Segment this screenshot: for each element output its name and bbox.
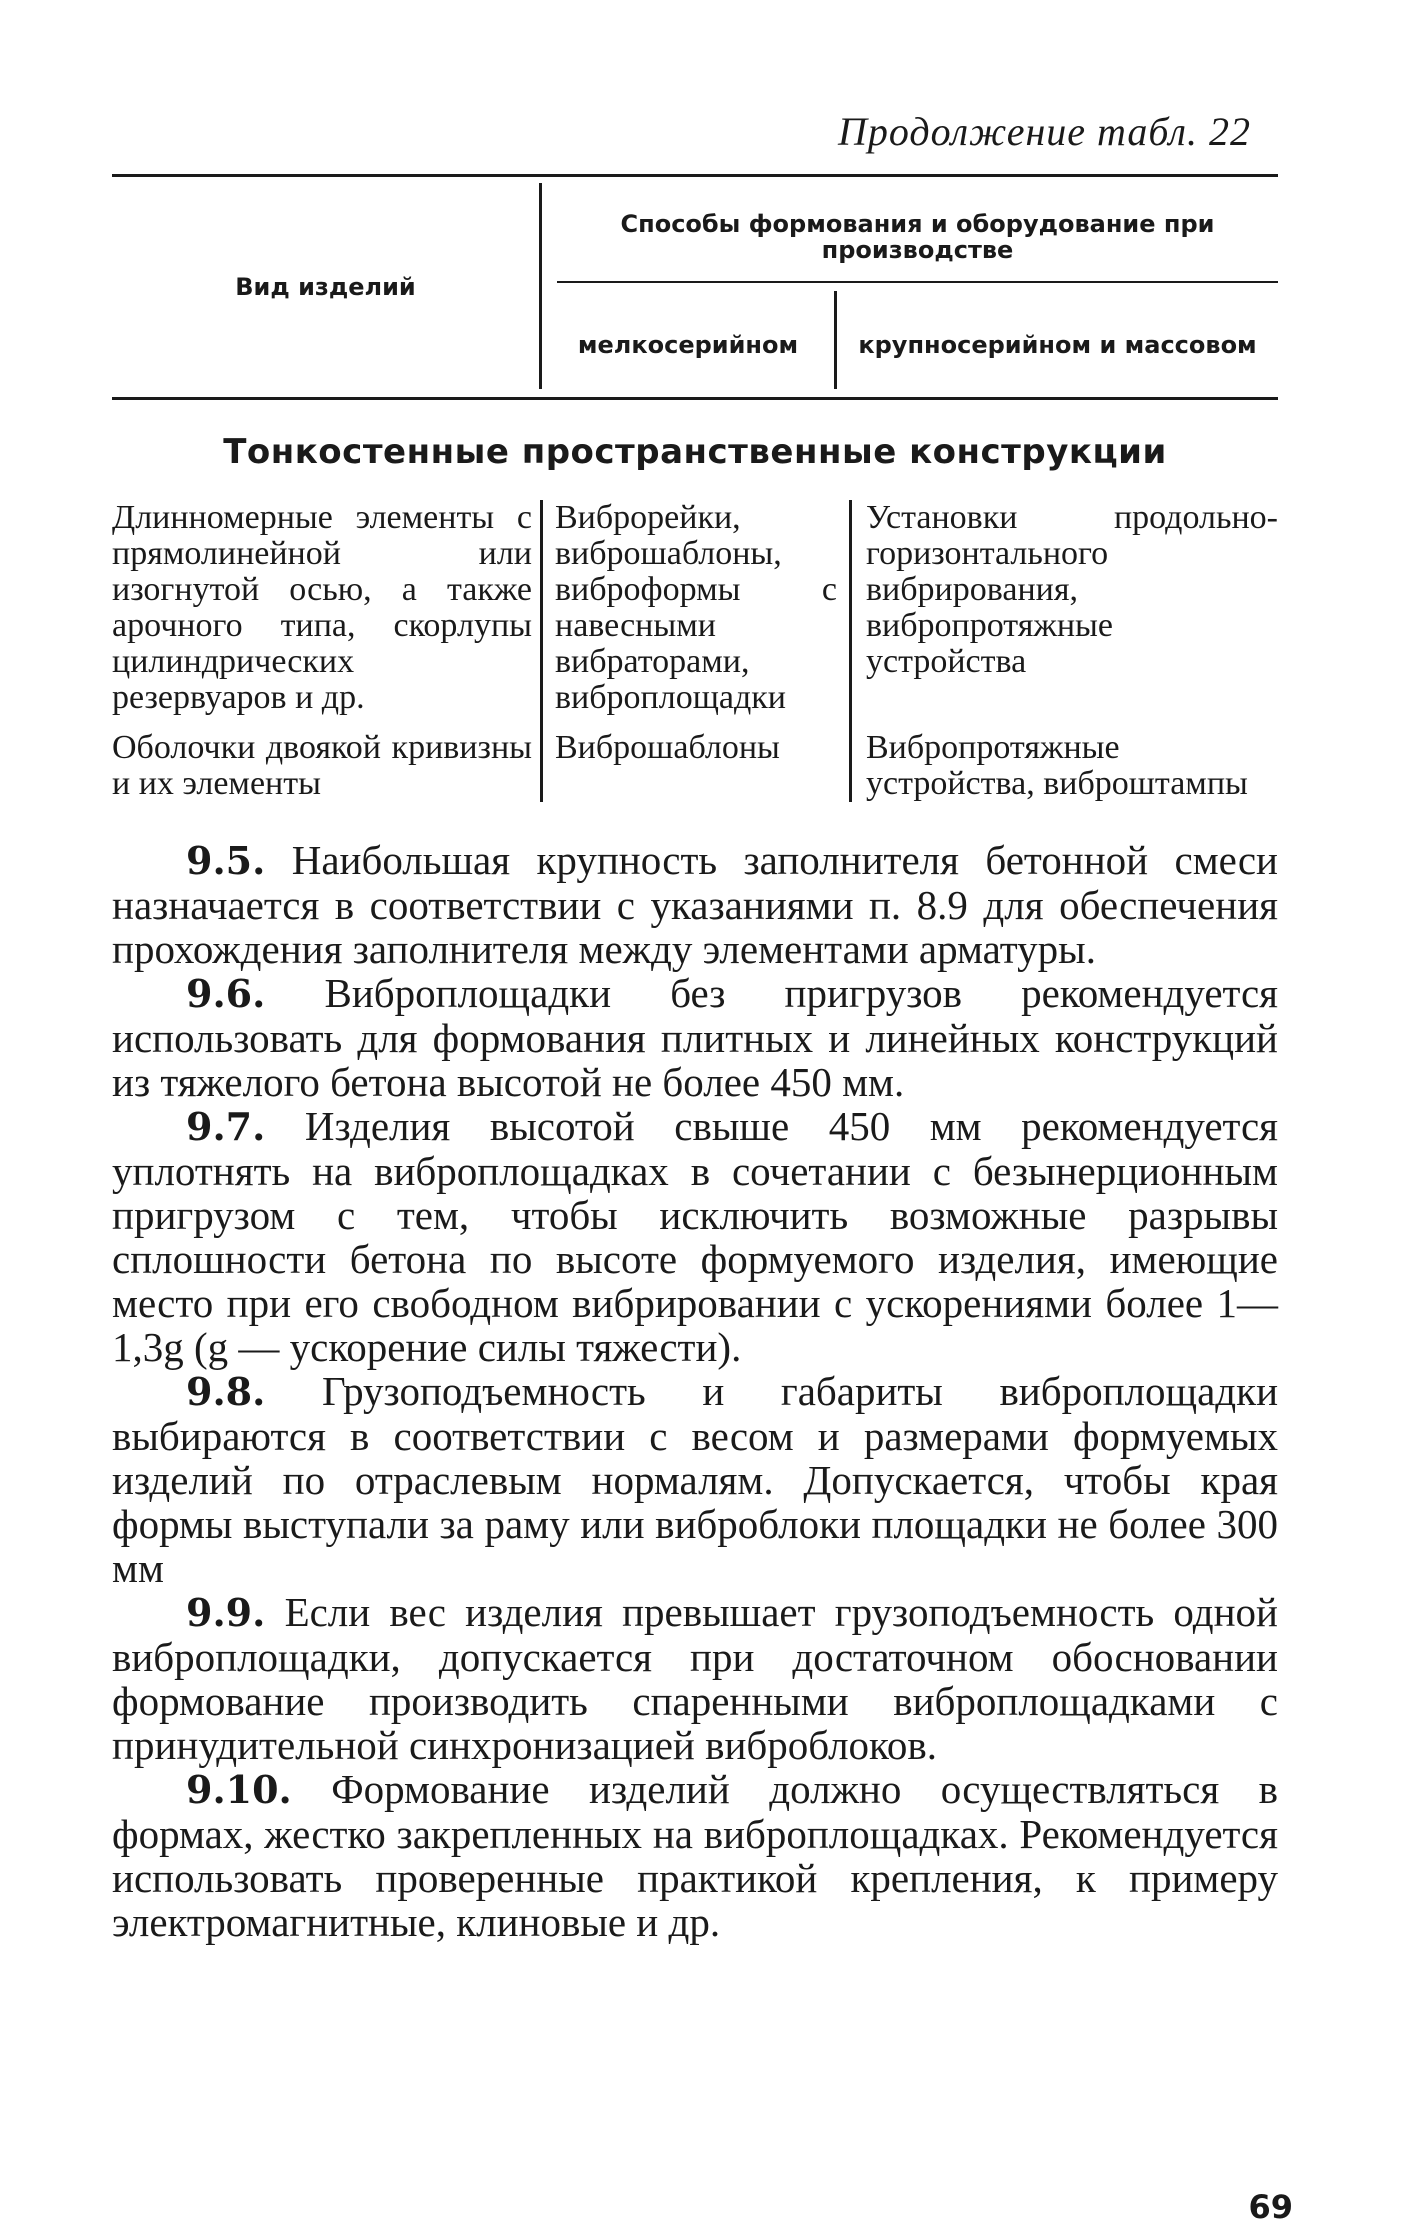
- header-product-type: Вид изделий: [235, 273, 416, 301]
- paragraph: [112, 971, 1278, 1104]
- paragraph-text: Формование изделий должно осуществляться в формах, жестко закрепленных на виброплощадках. Рекомендуется использовать проверенные практикой крепления, к примеру электромагнитные, клиновые и др.: [112, 1766, 1278, 1945]
- paragraph-text: Если вес изделия превышает грузоподъемность одной виброплощадки, допускается при достаточном обосновании формование производить спаренными виброплощадками с принудительной синхронизацией виброблоков.: [112, 1589, 1278, 1768]
- paragraph-number: 9.8.: [186, 1369, 266, 1414]
- paragraph-number: 9.10.: [186, 1767, 292, 1812]
- paragraph: [112, 838, 1278, 971]
- cell-large-series: Вибропротяжные устройства, виброштампы: [849, 716, 1278, 802]
- header-row: [112, 177, 1278, 397]
- paragraph: [112, 1767, 1278, 1944]
- paragraph: [112, 1369, 1278, 1590]
- page-number: 69: [1248, 2188, 1293, 2226]
- paragraph-text: Наибольшая крупность заполнителя бетонной смеси назначается в соответствии с указаниями п. 8.9 для обеспечения прохождения заполнителя между элементами арматуры.: [112, 837, 1278, 972]
- header-subdivider: [557, 281, 1278, 283]
- table-row: [112, 500, 1278, 716]
- paragraph-text: Виброплощадки без пригрузов рекомендуется использовать для формования плитных и линейных конструкций из тяжелого бетона высотой не более 450 мм.: [112, 970, 1279, 1105]
- table-row: [112, 716, 1278, 802]
- paragraph: [112, 1590, 1278, 1767]
- table-header: [112, 174, 1278, 400]
- paragraph: [112, 1104, 1278, 1369]
- table-header-bottom-rule: [112, 397, 1278, 400]
- paragraph-number: 9.7.: [186, 1104, 266, 1149]
- header-methods: Способы формования и оборудование при производстве: [620, 210, 1215, 264]
- cell-small-series: Виброрейки, виброшаблоны, виброформы с навесными вибраторами, виброплощадки: [540, 500, 849, 716]
- header-small-series: мелкосерийном: [577, 331, 799, 359]
- cell-small-series: Виброшаблоны: [540, 716, 849, 802]
- paragraph-number: 9.5.: [186, 838, 266, 883]
- cell-product: Оболочки двоякой кривизны и их элементы: [112, 729, 532, 802]
- paragraph-text: Грузоподъемность и габариты виброплощадки выбираются в соответствии с весом и размерами формуемых изделий по отраслевым нормалям. Допускается, чтобы края формы выступали за раму или виброблоки площадки не более 300 мм: [112, 1368, 1279, 1591]
- paragraph-number: 9.6.: [186, 971, 266, 1016]
- paragraph-text: Изделия высотой свыше 450 мм рекомендуется уплотнять на виброплощадках в сочетании с безынерционным пригрузом с тем, чтобы исключить возможные разрывы сплошности бетона по высоте формуемого изделия, имеющие место при его свободном вибрировании с ускорениями более 1—1,3g (g — ускорение силы тяжести).: [112, 1103, 1279, 1370]
- paragraph-number: 9.9.: [186, 1590, 266, 1635]
- cell-product: Длинномерные элементы с прямолинейной или изогнутой осью, а также арочного типа, скорлупы цилиндрических резервуаров и др.: [112, 499, 532, 716]
- table-section-title: Тонкостенные пространственные конструкции: [223, 432, 1167, 472]
- body-text: [112, 838, 1278, 1944]
- table-body: [112, 500, 1278, 802]
- header-large-series: крупносерийном и массовом: [858, 331, 1257, 359]
- cell-large-series: Установки продольно-горизонтального вибрирования, вибропротяжные устройства: [849, 500, 1278, 716]
- table-continuation-label: Продолжение табл. 22: [837, 109, 1251, 154]
